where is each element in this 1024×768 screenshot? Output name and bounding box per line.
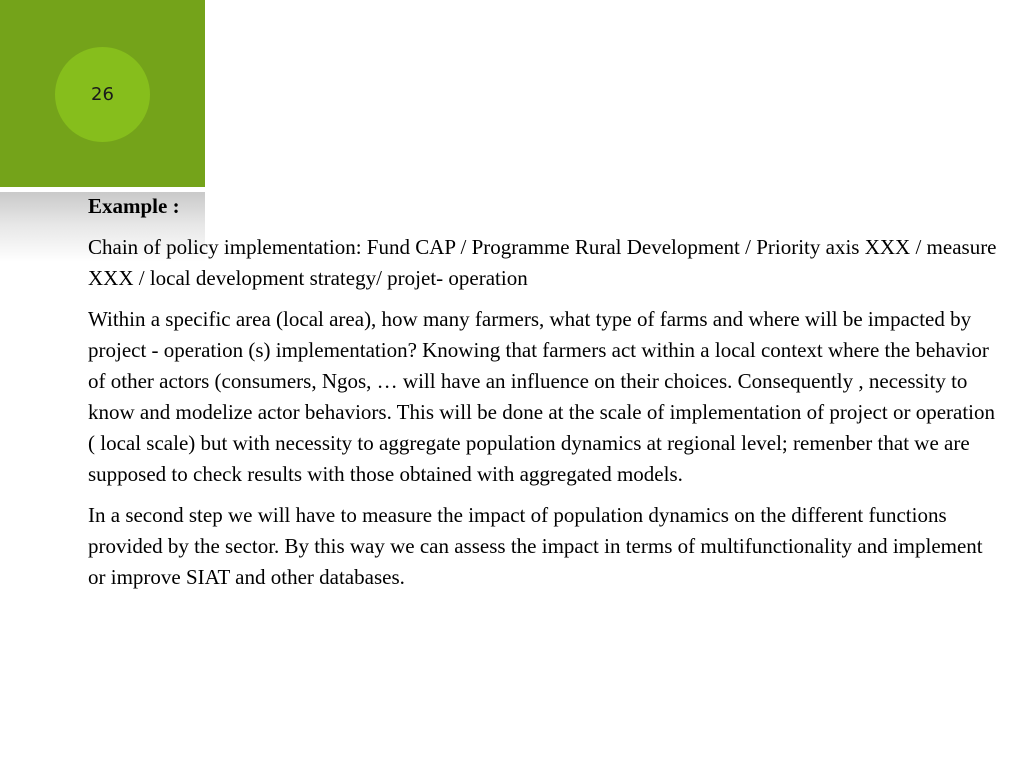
paragraph-local-area: Within a specific area (local area), how many farmers, what type of farms and where will be impacted by project - operation (s) implementation? Knowing that farmers act within a local context where the behavior of other actors (consumers, Ngos, … will have an influence on their choices. Consequently , necessity to know and modelize actor behaviors. This will be done at the scale of implementation of project or operation ( local scale) but with necessity to aggregate population dynamics at regional level; remenber that we are supposed to check results with those obtained with aggregated models. [88, 307, 995, 486]
slide-number-badge [55, 47, 150, 142]
slide-heading: Example : [88, 194, 180, 218]
paragraph-second-step: In a second step we will have to measure the impact of population dynamics on the different functions provided by the sector. By this way we can assess the impact in terms of multifunctionality and implement or improve SIAT and other databases. [88, 503, 983, 589]
slide-number: 26 [91, 84, 114, 105]
paragraph-policy-chain: Chain of policy implementation: Fund CAP / Programme Rural Development / Priority axis XXX / measure XXX / local development strategy/ projet- operation [88, 235, 997, 290]
slide-content [88, 191, 998, 603]
